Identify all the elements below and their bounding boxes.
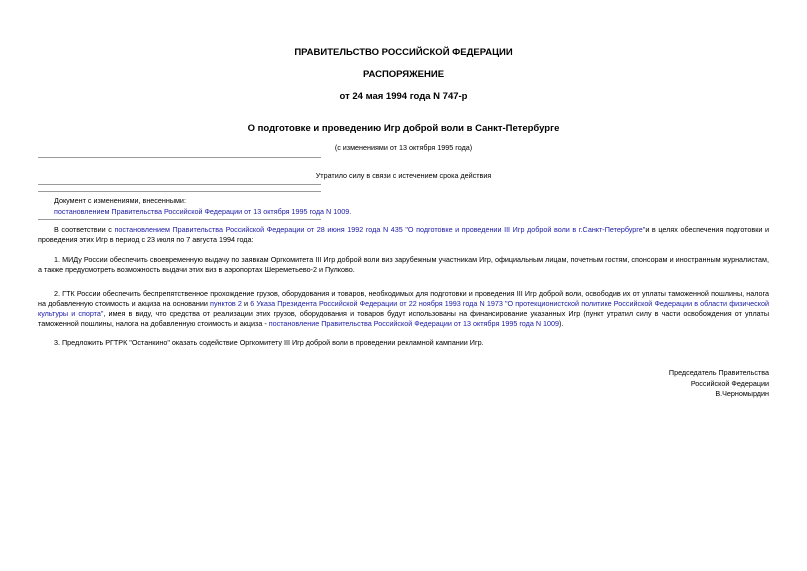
paragraph-2-text: 2. ГТК России обеспечить беспрепятственное прохождение грузов, оборудования и товаров, необходимых для подготовки и проведения III Игр доброй воли, освободив их от уплаты таможенной пошлины, налога на добавленную стоимость и акциза на основании xyxy=(38,289,769,308)
paragraph-3: 3. Предложить РГТРК "Останкино" оказать содействие Оргкомитету III Игр доброй воли в проведении рекламной кампании Игр. xyxy=(54,338,484,347)
changes-link[interactable]: постановлением Правительства Российской Федерации от 13 октября 1995 года N 1009. xyxy=(54,207,352,216)
paragraph-preamble xyxy=(38,225,769,245)
signature-title: Председатель Правительства xyxy=(668,368,769,377)
decree-points-link[interactable]: пунктов 2 xyxy=(210,299,242,308)
signature-name: В.Черномырдин xyxy=(715,389,769,398)
government-heading: ПРАВИТЕЛЬСТВО РОССИЙСКОЙ ФЕДЕРАЦИИ xyxy=(294,47,513,58)
document-date-number: от 24 мая 1994 года N 747-р xyxy=(339,91,468,102)
preamble-text-end: и в целях обеспечения подготовки и проведения этих Игр в период с 23 июля по 7 августа 1994 года: xyxy=(38,225,769,244)
amendments-note: (с изменениями от 13 октября 1995 года) xyxy=(334,143,473,152)
decree-1973-link[interactable]: 6 Указа Президента Российской Федерации от 22 ноября 1993 года N 1973 "О протекционистской политике Российской Федерации в области физической культуры и спорта" xyxy=(38,299,770,318)
decree-435-link[interactable]: постановлением Правительства Российской Федерации от 28 июня 1992 года N 435 "О подготовке и проведении III Игр доброй воли в г.Санкт-Петербурге" xyxy=(114,225,646,234)
divider xyxy=(38,191,321,192)
paragraph-2 xyxy=(38,289,769,329)
signature-block xyxy=(669,368,769,400)
document-type: РАСПОРЯЖЕНИЕ xyxy=(362,69,445,80)
paragraph-2-text-cont: , имея в виду, что средства от реализации этих грузов, оборудования и товаров будут использованы на финансирование указанных Игр (пункт утратил силу в части освобождения от уплаты таможенной пошлины, налога на добавленную стоимость и акциза - xyxy=(38,309,769,328)
paragraph-2-end: ). xyxy=(559,319,564,328)
divider xyxy=(38,157,321,158)
preamble-text: В соответствии с xyxy=(54,225,115,234)
document-title: О подготовке и проведению Игр доброй воли в Санкт-Петербурге xyxy=(247,123,560,134)
resolution-1009-link[interactable]: постановление Правительства Российской Федерации от 13 октября 1995 года N 1009 xyxy=(268,319,559,328)
divider xyxy=(38,219,321,220)
paragraph-1: 1. МИДу России обеспечить своевременную выдачу по заявкам Оргкомитета III Игр доброй воли виз зарубежным участникам Игр, официальным лицам, почетным гостям, спонсорам и иностранным журналистам, а также предусмотреть возможность выдачи этих виз в аэропортах Шереметьево-2 и Пулково. xyxy=(38,255,769,274)
signature-country: Российской Федерации xyxy=(690,378,769,388)
divider xyxy=(38,184,321,185)
paragraph-2-and: и xyxy=(241,299,251,308)
status-note: Утратило силу в связи с истечением срока действия xyxy=(315,171,492,180)
changes-label: Документ с изменениями, внесенными: xyxy=(54,196,186,205)
